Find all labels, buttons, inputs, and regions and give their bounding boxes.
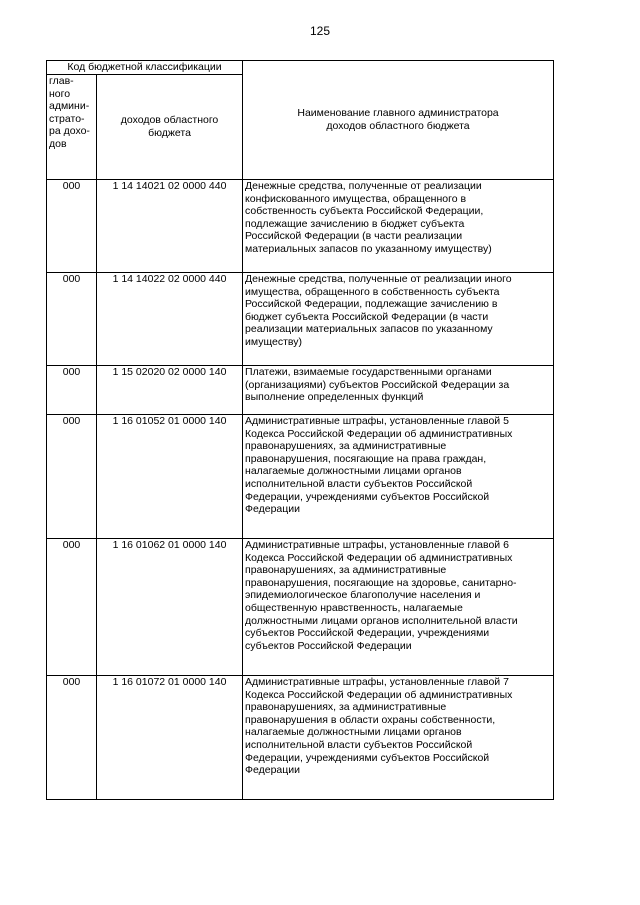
cell-admin-code: 000 [47, 180, 97, 273]
header-chief-administrator: глав- ного админи- страто- ра дохо- дов [47, 75, 97, 180]
cell-admin-code: 000 [47, 539, 97, 676]
cell-income-name: Административные штрафы, установленные главой 7 Кодекса Российской Федерации об административных правонарушениях, за административные правонарушения в области охраны собственности, налагаемые должностными лицами органов исполнительной власти субъектов Российской Федерации, учреждениями субъектов Российской Федерации [243, 676, 554, 800]
table-row [47, 273, 554, 366]
cell-admin-code: 000 [47, 676, 97, 800]
header-regional-income: доходов областного бюджета [97, 75, 243, 180]
cell-income-code: 1 16 01052 01 0000 140 [97, 415, 243, 539]
cell-income-code: 1 16 01072 01 0000 140 [97, 676, 243, 800]
cell-income-name: Административные штрафы, установленные главой 6 Кодекса Российской Федерации об административных правонарушениях, за административные правонарушения, посягающие на здоровье, санитарно- эпидемиологическое благополучие населения и общественную нравственность, налагаемые должностными лицами органов исполнительной власти субъектов Российской Федерации, учреждениями субъектов Российской Федерации [243, 539, 554, 676]
cell-income-name: Административные штрафы, установленные главой 5 Кодекса Российской Федерации об административных правонарушениях, за административные правонарушения, посягающие на права граждан, налагаемые должностными лицами органов исполнительной власти субъектов Российской Федерации, учреждениями субъектов Российской Федерации [243, 415, 554, 539]
cell-admin-code: 000 [47, 273, 97, 366]
cell-income-name: Платежи, взимаемые государственными органами (организациями) субъектов Российской Федерации за выполнение определенных функций [243, 366, 554, 415]
table-row [47, 415, 554, 539]
page-number: 125 [309, 24, 331, 38]
header-administrator-name: Наименование главного администратора доходов областного бюджета [243, 61, 554, 180]
table-row [47, 180, 554, 273]
cell-income-name: Денежные средства, полученные от реализации иного имущества, обращенного в собственность субъекта Российской Федерации, подлежащие зачислению в бюджет субъекта Российской Федерации (в части реализации материальных запасов по указанному имуществу) [243, 273, 554, 366]
cell-income-name: Денежные средства, полученные от реализации конфискованного имущества, обращенного в собственность субъекта Российской Федерации, подлежащие зачислению в бюджет субъекта Российской Федерации (в части реализации материальных запасов по указанному имуществу) [243, 180, 554, 273]
cell-income-code: 1 16 01062 01 0000 140 [97, 539, 243, 676]
cell-income-code: 1 15 02020 02 0000 140 [97, 366, 243, 415]
table-row [47, 539, 554, 676]
cell-income-code: 1 14 14022 02 0000 440 [97, 273, 243, 366]
header-row-group [47, 61, 554, 75]
cell-income-code: 1 14 14021 02 0000 440 [97, 180, 243, 273]
table-row [47, 676, 554, 800]
budget-classification-table [46, 60, 554, 800]
table-row [47, 366, 554, 415]
cell-admin-code: 000 [47, 415, 97, 539]
cell-admin-code: 000 [47, 366, 97, 415]
header-budget-classification-code: Код бюджетной классификации [47, 61, 243, 75]
